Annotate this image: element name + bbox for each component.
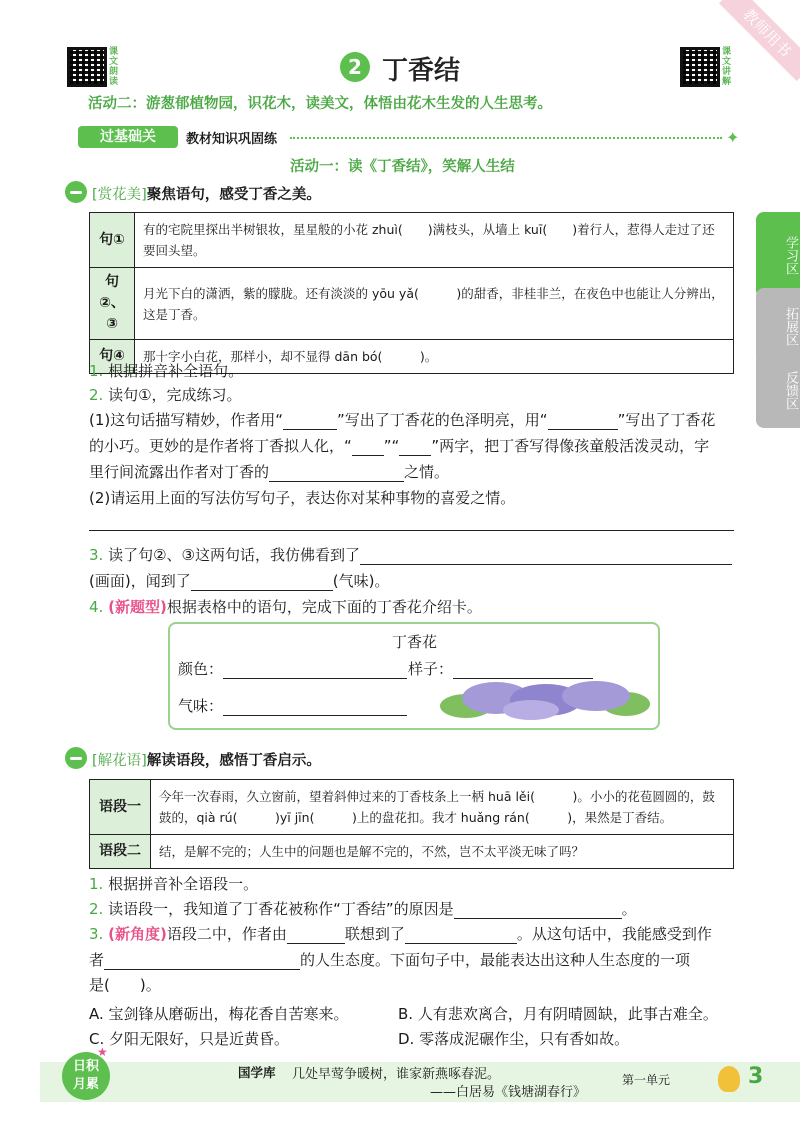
s1-q4: 4. (新题型)根据表格中的语句，完成下面的丁香花介绍卡。	[89, 598, 482, 616]
star-icon: ✦	[726, 128, 740, 147]
section-two-title: 解读语段，感悟丁香启示。	[146, 753, 321, 769]
s1-q2-1-line1: (1)这句话描写精妙，作者用“ ”写出了丁香花的色泽明亮，用“ ”写出了丁香花	[89, 411, 716, 429]
lilac-flowers-illustration	[436, 676, 652, 722]
answer-blank[interactable]	[191, 574, 333, 591]
section-two-tag: [解花语]	[92, 753, 147, 769]
section-two-icon	[65, 747, 87, 769]
banner-badge: 过基础关	[78, 126, 178, 148]
section-two-table	[89, 779, 734, 869]
answer-blank[interactable]	[283, 413, 337, 430]
s2-q3-line1: 3. (新角度)语段二中，作者由 联想到了 。从这句话中，我能感受到作	[89, 925, 712, 943]
card-color: 颜色：	[178, 659, 407, 679]
s2-q1: 1. 根据拼音补全语段一。	[89, 875, 259, 893]
tab-extend[interactable]: 拓展区	[756, 288, 800, 364]
s2-q2: 2. 读语段一，我知道了丁香花被称作“丁香结”的原因是 。	[89, 900, 637, 918]
option-c[interactable]: C. 夕阳无限好，只是近黄昏。	[89, 1030, 290, 1048]
answer-blank[interactable]	[360, 548, 732, 565]
qr-label-right: 课文讲解	[722, 47, 732, 87]
corner-label: 教师用书	[719, 0, 800, 81]
answer-blank[interactable]	[104, 953, 300, 970]
row-text: 有的宅院里探出半树银妆，星星般的小花 zhuì( )满枝头，从墙上 kuī( )着行人，惹得人走过了还要回头望。	[135, 213, 734, 268]
s1-q2-1-line2: 的小巧。更妙的是作者将丁香拟人化，“ ”“ ”两字，把丁香写得像孩童般活泼灵动，字	[89, 437, 710, 455]
answer-blank[interactable]	[269, 465, 404, 482]
row-label: 句①	[90, 213, 135, 268]
section-one-table	[89, 212, 734, 374]
answer-blank[interactable]	[352, 439, 384, 456]
footer-source: ——白居易《钱塘湖春行》	[430, 1085, 587, 1100]
banner-subtitle: 教材知识巩固练	[186, 132, 278, 147]
section-one-title: 聚焦语句，感受丁香之美。	[146, 187, 321, 203]
answer-blank[interactable]	[454, 902, 622, 919]
s1-q2-1-line3: 里行间流露出作者对丁香的 之情。	[89, 463, 450, 481]
card-shape: 样子：	[408, 659, 593, 679]
option-a[interactable]: A. 宝剑锋从磨砺出，梅花香自苦寒来。	[89, 1005, 349, 1023]
row-label: 语段一	[90, 780, 151, 835]
activity-two: 活动二：游葱郁植物园，识花木，读美文，体悟由花木生发的人生思考。	[88, 96, 552, 112]
answer-line[interactable]	[89, 530, 734, 531]
section-one-heading	[92, 183, 321, 204]
s1-q3-line2: (画面)，闻到了 (气味)。	[89, 572, 390, 590]
answer-blank[interactable]	[405, 927, 517, 944]
section-two-heading	[92, 749, 321, 770]
card-title: 丁香花	[392, 633, 438, 651]
banner-divider	[290, 137, 722, 139]
footer-poem: 几处早莺争暖树，谁家新燕啄春泥。	[292, 1067, 501, 1082]
lesson-title: 丁香结	[382, 56, 461, 86]
qr-label-left: 课文朗读	[109, 47, 119, 87]
footer-unit: 第一单元	[622, 1073, 671, 1087]
option-d[interactable]: D. 零落成泥碾作尘，只有香如故。	[398, 1030, 630, 1048]
row-text: 今年一次春雨，久立窗前，望着斜伸过来的丁香枝条上一柄 huā lěi( )。小小的花苞圆圆的，鼓鼓的，qià rú( )yī jīn( )上的盘花扣。我才 huǎng rán( )，果然是丁香结。	[151, 780, 734, 835]
table-row	[90, 835, 734, 869]
row-label: 语段二	[90, 835, 151, 869]
footer-badge: 日积 月累	[62, 1052, 110, 1100]
qr-code-left[interactable]	[67, 47, 107, 87]
answer-blank[interactable]	[223, 662, 407, 679]
row-text: 那十字小白花，那样小，却不显得 dān bó( )。	[135, 340, 734, 374]
answer-blank[interactable]	[223, 699, 407, 716]
tab-study[interactable]: 学习区	[756, 212, 800, 298]
s1-q1: 1. 根据拼音补全语句。	[89, 362, 244, 380]
activity-one: 活动一：读《丁香结》，笑解人生结	[290, 159, 515, 175]
section-one-tag: [赏花美]	[92, 187, 147, 203]
table-row	[90, 213, 734, 268]
mascot-icon	[718, 1066, 740, 1092]
row-label: 句②、③	[90, 268, 135, 340]
flower-cluster	[562, 681, 630, 711]
qr-code-right[interactable]	[680, 47, 720, 87]
row-text: 月光下白的潇洒，紫的朦胧。还有淡淡的 yōu yǎ( )的甜香，非桂非兰，在夜色中也能让人分辨出，这是丁香。	[135, 268, 734, 340]
flower-cluster	[503, 700, 559, 720]
lesson-number: 2	[340, 52, 370, 82]
answer-blank[interactable]	[287, 927, 345, 944]
row-label: 句④	[90, 340, 135, 374]
page-number: 3	[748, 1064, 764, 1089]
s2-q3-line3: 是( )。	[89, 976, 161, 994]
card-smell: 气味：	[178, 696, 407, 716]
s1-q2: 2. 读句①，完成练习。	[89, 386, 242, 404]
answer-blank[interactable]	[548, 413, 618, 430]
section-one-icon	[65, 181, 87, 203]
s1-q3-line1: 3. 读了句②、③这两句话，我仿佛看到了	[89, 545, 739, 565]
table-row	[90, 780, 734, 835]
table-row	[90, 268, 734, 340]
s1-q2-2: (2)请运用上面的写法仿写句子，表达你对某种事物的喜爱之情。	[89, 489, 516, 507]
tab-feedback[interactable]: 反馈区	[756, 352, 800, 428]
footer-star-icon: ★	[97, 1045, 108, 1059]
option-b[interactable]: B. 人有悲欢离合，月有阴晴圆缺，此事古难全。	[398, 1005, 718, 1023]
answer-blank[interactable]	[399, 439, 431, 456]
s2-q3-line2: 者 的人生态度。下面句子中，最能表达出这种人生态度的一项	[89, 951, 691, 969]
row-text: 结，是解不完的；人生中的问题也是解不完的，不然，岂不太平淡无味了吗？	[151, 835, 734, 869]
footer-lib: 国学库	[238, 1065, 276, 1080]
